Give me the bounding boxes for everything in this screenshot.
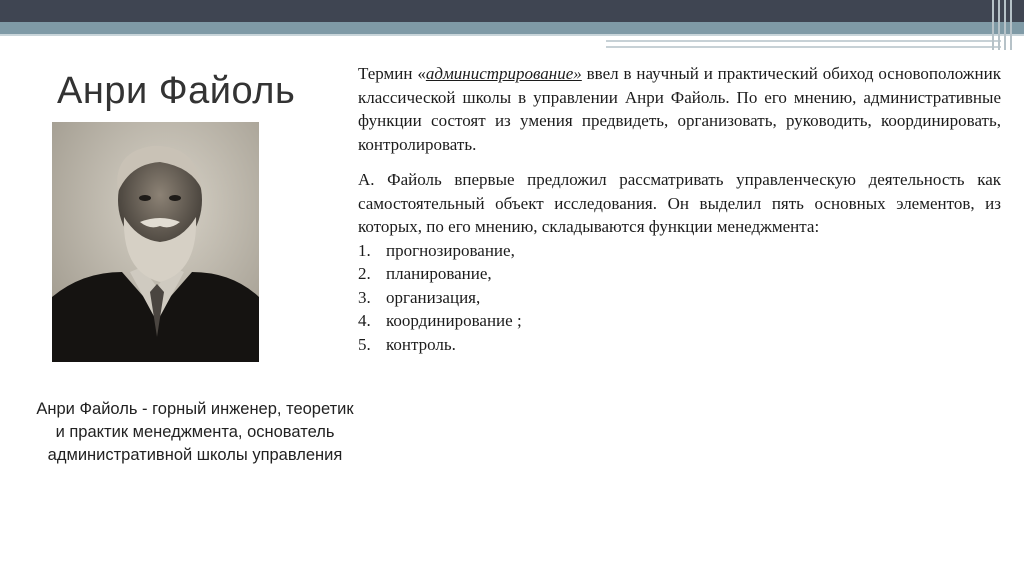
portrait-caption: Анри Файоль - горный инженер, теоретик и практик менеджмента, основатель административной школы управления <box>36 400 354 464</box>
list-item-text: координирование ; <box>386 311 522 330</box>
list-item-text: планирование, <box>386 264 492 283</box>
term-highlight: администрирование» <box>425 64 582 83</box>
slide-body <box>358 62 1001 356</box>
list-item <box>358 262 1001 286</box>
management-functions-list <box>358 239 1001 357</box>
list-item-text: организация, <box>386 287 481 307</box>
list-item <box>358 309 1001 333</box>
paragraph-elements-intro: А. Файоль впервые предложил рассматривать управленческую деятельность как самостоятельный объект исследования. Он выделил пять основных элементов, из которых, по его мнению, складываются функции менеджмента: <box>358 170 1001 236</box>
header-bar <box>0 0 1024 22</box>
list-item-text: контроль. <box>386 334 456 354</box>
list-item <box>358 239 1001 263</box>
decorative-line <box>606 40 1001 42</box>
corner-decoration <box>992 0 1018 50</box>
list-number: 4. <box>358 311 371 330</box>
list-item <box>358 333 1001 357</box>
decorative-line <box>606 46 1001 48</box>
list-item <box>358 286 1001 310</box>
portrait-photo <box>52 122 259 362</box>
header-accent-thin-strip <box>0 34 1024 36</box>
paragraph-term-definition <box>358 62 1001 156</box>
list-number: 5. <box>358 334 371 354</box>
list-item-text: прогнозирование, <box>386 240 515 260</box>
text-run: Термин « <box>358 64 426 83</box>
list-number: 2. <box>358 264 371 283</box>
list-number: 3. <box>358 287 371 307</box>
text-run: ввел в научный и практический обиход основоположник классической школы в управлении Анри Файоль. По его мнению, административные функции состоят из умения предвидеть, организовать, руководить, координировать, контролировать. <box>358 64 1001 154</box>
slide-title: Анри Файоль <box>57 70 296 112</box>
list-number: 1. <box>358 240 371 260</box>
header-accent-strip <box>0 22 1024 34</box>
